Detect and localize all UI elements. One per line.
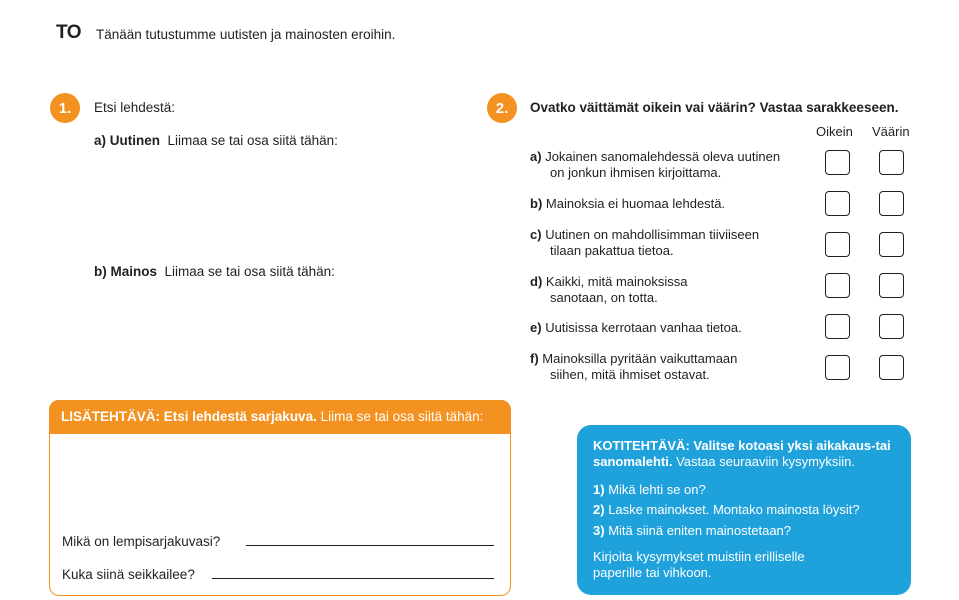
statement-c [530,227,820,259]
homework-question-number: 1) [593,482,605,497]
task1-news-prompt [94,133,338,148]
checkbox-f-false[interactable] [879,355,904,380]
day-label: TO [56,22,82,43]
homework-title [593,438,903,470]
statement-label: a) [530,149,542,164]
statement-label: e) [530,320,542,335]
task1-ad-text: Liimaa se tai osa siitä tähän: [164,264,335,279]
answer-line-favourite[interactable] [246,545,494,546]
checkbox-d-false[interactable] [879,273,904,298]
statement-text: Uutisissa kerrotaan vanhaa tietoa. [545,320,742,335]
statement-label: c) [530,227,542,242]
statement-a [530,149,820,181]
answer-line-character[interactable] [212,578,494,579]
homework-question-number: 3) [593,523,605,538]
bonus-task-header [49,400,511,434]
homework-question-text: Mikä lehti se on? [608,482,706,497]
checkbox-d-true[interactable] [825,273,850,298]
homework-title-rest: Vastaa seuraaviin kysymyksiin. [676,454,856,469]
bonus-task-title: LISÄTEHTÄVÄ: Etsi lehdestä sarjakuva. [61,409,317,424]
statement-text: Jokainen sanomalehdessä oleva uutinen [545,149,781,164]
statement-text-cont: siihen, mitä ihmiset ostavat. [550,367,710,382]
lesson-intro: Tänään tutustumme uutisten ja mainosten eroihin. [96,27,396,42]
statement-text-cont: on jonkun ihmisen kirjoittama. [550,165,722,180]
column-header-false: Väärin [872,124,910,139]
homework-question-text: Laske mainokset. Montako mainosta löysit? [608,502,860,517]
statement-text: Mainoksilla pyritään vaikuttamaan [542,351,738,366]
checkbox-e-false[interactable] [879,314,904,339]
task1-ad-label: b) Mainos [94,264,157,279]
checkbox-a-false[interactable] [879,150,904,175]
statement-f [530,351,820,383]
checkbox-c-true[interactable] [825,232,850,257]
statement-label: d) [530,274,543,289]
task2-title: Ovatko väittämät oikein vai väärin? Vastaa sarakkeeseen. [530,100,899,115]
bonus-question-character: Kuka siinä seikkailee? [62,567,195,582]
bonus-question-favourite: Mikä on lempisarjakuvasi? [62,534,221,549]
task1-title: Etsi lehdestä: [94,100,176,115]
homework-question-number: 2) [593,502,605,517]
task2-number-badge: 2. [487,93,517,123]
homework-title-bold: KOTITEHTÄVÄ: Valitse kotoasi yksi aikakaus-tai sanomalehti. [593,438,891,469]
checkbox-b-true[interactable] [825,191,850,216]
statement-text: Kaikki, mitä mainoksissa [545,274,688,289]
homework-question-text: Mitä siinä eniten mainostetaan? [608,523,792,538]
checkbox-a-true[interactable] [825,150,850,175]
homework-note: Kirjoita kysymykset muistiin erilliselle paperille tai vihkoon. [593,549,805,580]
checkbox-e-true[interactable] [825,314,850,339]
task1-number-badge: 1. [50,93,80,123]
bonus-task-instruction: Liima se tai osa siitä tähän: [320,409,484,424]
checkbox-f-true[interactable] [825,355,850,380]
task1-news-label: a) Uutinen [94,133,160,148]
checkbox-b-false[interactable] [879,191,904,216]
statement-d [530,274,820,306]
homework-question-3 [593,523,791,539]
statement-e [530,320,820,336]
statement-text: Uutinen on mahdollisimman tiiviiseen [545,227,760,242]
statement-text-cont: tilaan pakattua tietoa. [550,243,674,258]
task1-news-text: Liimaa se tai osa siitä tähän: [167,133,338,148]
homework-question-1 [593,482,706,498]
column-header-true: Oikein [816,124,853,139]
checkbox-c-false[interactable] [879,232,904,257]
statement-label: b) [530,196,543,211]
homework-question-2 [593,502,860,518]
statement-label: f) [530,351,539,366]
statement-b [530,196,820,212]
statement-text: Mainoksia ei huomaa lehdestä. [545,196,726,211]
statement-text-cont: sanotaan, on totta. [550,290,658,305]
task1-ad-prompt [94,264,335,279]
